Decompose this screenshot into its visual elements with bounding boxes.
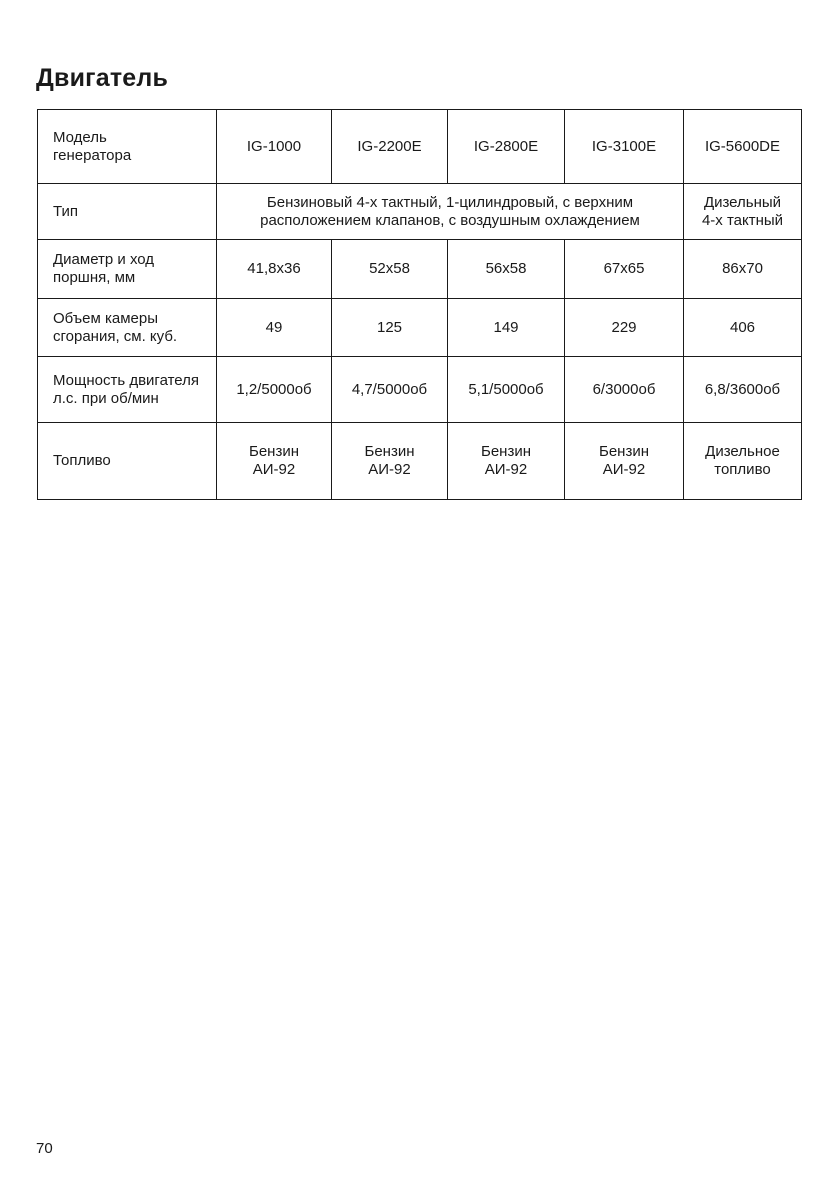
fuel-line: топливо xyxy=(714,461,771,478)
table-cell: 406 xyxy=(684,299,802,357)
model-ig-2800e: IG-2800E xyxy=(448,110,565,184)
row-label-model xyxy=(38,110,217,184)
page-title: Двигатель xyxy=(36,64,169,92)
table-cell: 6,8/3600об xyxy=(684,357,802,423)
label-line: л.с. при об/мин xyxy=(53,389,159,407)
type-petrol-cell xyxy=(217,184,684,240)
table-cell: 86х70 xyxy=(684,240,802,299)
table-cell xyxy=(448,423,565,500)
type-petrol-line: расположением клапанов, с воздушным охлаждением xyxy=(260,211,640,229)
table-cell xyxy=(565,423,684,500)
table-cell xyxy=(684,423,802,500)
table-cell: 149 xyxy=(448,299,565,357)
row-label-volume xyxy=(38,299,217,357)
fuel-line: АИ-92 xyxy=(602,461,646,478)
table-cell: 1,2/5000об xyxy=(217,357,332,423)
type-diesel-line: 4-х тактный xyxy=(701,211,784,229)
page-number: 70 xyxy=(36,1140,53,1157)
label-line: сгорания, см. куб. xyxy=(53,327,178,345)
row-fuel xyxy=(38,423,802,500)
engine-spec-table xyxy=(37,109,802,500)
fuel-line: Бензин xyxy=(248,443,299,460)
model-ig-2200e: IG-2200E xyxy=(332,110,448,184)
table-cell: 49 xyxy=(217,299,332,357)
label-line: Мощность двигателя xyxy=(53,371,200,389)
table-cell: 4,7/5000об xyxy=(332,357,448,423)
table-cell: 5,1/5000об xyxy=(448,357,565,423)
label-line: Диаметр и ход xyxy=(53,251,155,268)
table-cell xyxy=(332,423,448,500)
model-ig-3100e: IG-3100E xyxy=(565,110,684,184)
fuel-line: АИ-92 xyxy=(252,461,296,478)
table-cell: 56х58 xyxy=(448,240,565,299)
table-cell: 52х58 xyxy=(332,240,448,299)
type-diesel-line: Дизельный xyxy=(703,193,782,211)
row-label-power xyxy=(38,357,217,423)
fuel-line: Бензин xyxy=(480,443,531,460)
model-ig-1000: IG-1000 xyxy=(217,110,332,184)
row-bore xyxy=(38,240,802,299)
table-cell: 229 xyxy=(565,299,684,357)
row-label-fuel: Топливо xyxy=(38,423,217,500)
fuel-line: Дизельное xyxy=(705,443,780,460)
table-cell: 125 xyxy=(332,299,448,357)
table-cell: 6/3000об xyxy=(565,357,684,423)
row-model xyxy=(38,110,802,184)
label-line: Объем камеры xyxy=(53,309,158,327)
table-cell: 67х65 xyxy=(565,240,684,299)
label-line: поршня, мм xyxy=(53,269,136,286)
row-label-type: Тип xyxy=(38,184,217,240)
fuel-line: Бензин xyxy=(598,443,649,460)
label-line: Модель xyxy=(53,128,107,146)
fuel-line: АИ-92 xyxy=(368,461,411,478)
row-power xyxy=(38,357,802,423)
row-volume xyxy=(38,299,802,357)
type-petrol-line: Бензиновый 4-х тактный, 1-цилиндровый, с верхним xyxy=(266,193,634,211)
row-label-bore xyxy=(38,240,217,299)
row-type xyxy=(38,184,802,240)
label-line: генератора xyxy=(53,146,132,164)
fuel-line: АИ-92 xyxy=(484,461,528,478)
model-ig-5600de: IG-5600DE xyxy=(684,110,802,184)
fuel-line: Бензин xyxy=(364,443,415,460)
table-cell: 41,8х36 xyxy=(217,240,332,299)
table-cell xyxy=(217,423,332,500)
type-diesel-cell xyxy=(684,184,802,240)
